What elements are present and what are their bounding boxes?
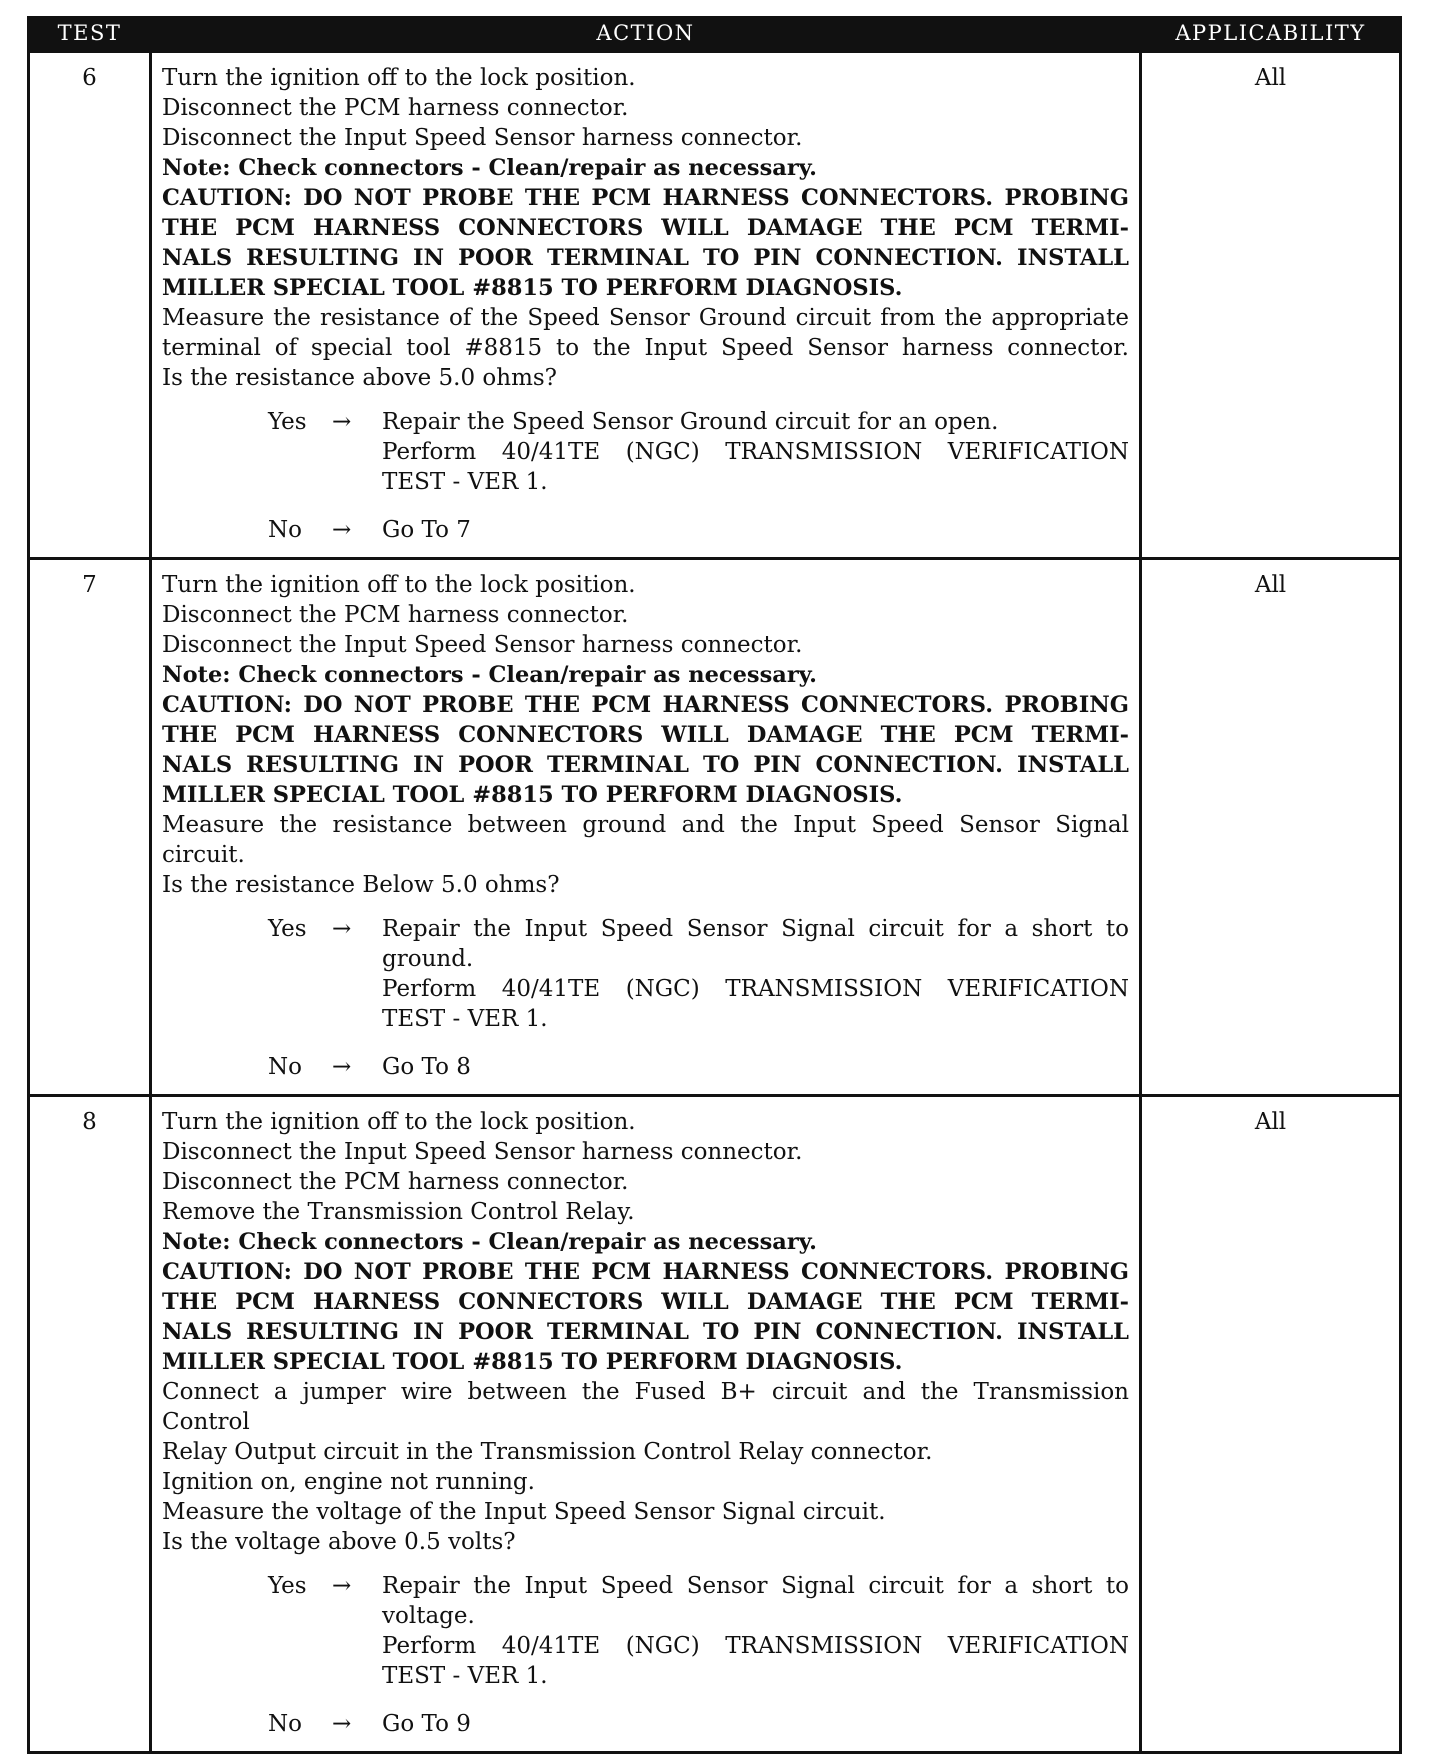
measure-step-line: Is the resistance Below 5.0 ohms? [162, 872, 560, 898]
no-branch [162, 1709, 1129, 1739]
action-step-line: Turn the ignition off to the lock position. [162, 1109, 636, 1135]
diagnostic-test-table [27, 16, 1399, 1754]
yes-result-line: ground. [382, 946, 474, 972]
yes-result [382, 1571, 1129, 1691]
caution-line: CAUTION: DO NOT PROBE THE PCM HARNESS CONNECTORS. PROBING [162, 185, 1129, 211]
yes-branch [162, 407, 1129, 497]
arrow-right-icon: → [332, 916, 352, 942]
caution-line: NALS RESULTING IN POOR TERMINAL TO PIN CONNECTION. INSTALL [162, 752, 1129, 778]
yes-result-line: Repair the Input Speed Sensor Signal circuit for a short to [382, 1573, 1129, 1599]
action-step-line: Remove the Transmission Control Relay. [162, 1199, 635, 1225]
action-cell [151, 52, 1141, 559]
action-step-line: Turn the ignition off to the lock position. [162, 572, 636, 598]
yes-result [382, 914, 1129, 1034]
note-line: Note: Check connectors - Clean/repair as necessary. [162, 1229, 817, 1255]
caution-line: THE PCM HARNESS CONNECTORS WILL DAMAGE THE PCM TERMI- [162, 215, 1129, 241]
arrow-right-icon: → [332, 1054, 352, 1080]
caution-line: THE PCM HARNESS CONNECTORS WILL DAMAGE THE PCM TERMI- [162, 722, 1129, 748]
action-step-line: Disconnect the Input Speed Sensor harness connector. [162, 632, 803, 658]
yes-result-line: Perform 40/41TE (NGC) TRANSMISSION VERIFICATION [382, 439, 1129, 465]
yes-label: Yes [268, 916, 307, 942]
test-number: 6 [29, 52, 151, 559]
arrow-right-icon: → [332, 1573, 352, 1599]
yes-result-line: Repair the Input Speed Sensor Signal circuit for a short to [382, 916, 1129, 942]
test-number: 8 [29, 1096, 151, 1753]
caution-line: MILLER SPECIAL TOOL #8815 TO PERFORM DIAGNOSIS. [162, 782, 903, 808]
header-action: ACTION [151, 16, 1141, 52]
action-step-line: Disconnect the PCM harness connector. [162, 602, 629, 628]
header-applicability: APPLICABILITY [1141, 16, 1401, 52]
no-result: Go To 7 [382, 517, 471, 543]
caution-line: MILLER SPECIAL TOOL #8815 TO PERFORM DIAGNOSIS. [162, 1349, 903, 1375]
caution-line: NALS RESULTING IN POOR TERMINAL TO PIN CONNECTION. INSTALL [162, 245, 1129, 271]
no-result: Go To 8 [382, 1054, 471, 1080]
action-step-line: Disconnect the Input Speed Sensor harness connector. [162, 125, 803, 151]
action-cell [151, 559, 1141, 1096]
arrow-right-icon: → [332, 409, 352, 435]
yes-result [382, 407, 1129, 497]
caution-line: CAUTION: DO NOT PROBE THE PCM HARNESS CONNECTORS. PROBING [162, 692, 1129, 718]
yes-branch [162, 914, 1129, 1034]
table-row [29, 559, 1401, 1096]
measure-step-line: Measure the resistance of the Speed Sensor Ground circuit from the appropriate [162, 305, 1129, 331]
no-result: Go To 9 [382, 1711, 471, 1737]
measure-step-line: Ignition on, engine not running. [162, 1469, 535, 1495]
yes-result-line: Perform 40/41TE (NGC) TRANSMISSION VERIFICATION [382, 1633, 1129, 1659]
yes-result-line: TEST - VER 1. [382, 469, 548, 495]
table-row [29, 1096, 1401, 1753]
no-label: No [268, 1711, 302, 1737]
measure-step-line: Is the resistance above 5.0 ohms? [162, 365, 558, 391]
test-number: 7 [29, 559, 151, 1096]
yes-result-line: Repair the Speed Sensor Ground circuit for an open. [382, 409, 999, 435]
measure-step-line: Connect a jumper wire between the Fused B+ circuit and the Transmission Control [162, 1379, 1129, 1435]
yes-result-line: Perform 40/41TE (NGC) TRANSMISSION VERIFICATION [382, 976, 1129, 1002]
arrow-right-icon: → [332, 517, 352, 543]
yes-label: Yes [268, 409, 307, 435]
yes-result-line: voltage. [382, 1603, 475, 1629]
no-branch [162, 1052, 1129, 1082]
header-row [29, 16, 1401, 52]
measure-step-line: terminal of special tool #8815 to the Input Speed Sensor harness connector. [162, 335, 1129, 361]
measure-step-line: Measure the voltage of the Input Speed Sensor Signal circuit. [162, 1499, 886, 1525]
yes-branch [162, 1571, 1129, 1691]
action-step-line: Disconnect the PCM harness connector. [162, 1169, 629, 1195]
applicability-value: All [1141, 52, 1401, 559]
no-label: No [268, 1054, 302, 1080]
applicability-value: All [1141, 559, 1401, 1096]
measure-step-line: Relay Output circuit in the Transmission Control Relay connector. [162, 1439, 933, 1465]
note-line: Note: Check connectors - Clean/repair as necessary. [162, 662, 817, 688]
no-label: No [268, 517, 302, 543]
measure-step-line: Is the voltage above 0.5 volts? [162, 1529, 516, 1555]
arrow-right-icon: → [332, 1711, 352, 1737]
action-step-line: Turn the ignition off to the lock position. [162, 65, 636, 91]
yes-result-line: TEST - VER 1. [382, 1663, 548, 1689]
caution-line: CAUTION: DO NOT PROBE THE PCM HARNESS CONNECTORS. PROBING [162, 1259, 1129, 1285]
note-line: Note: Check connectors - Clean/repair as necessary. [162, 155, 817, 181]
caution-line: MILLER SPECIAL TOOL #8815 TO PERFORM DIAGNOSIS. [162, 275, 903, 301]
header-test: TEST [29, 16, 151, 52]
action-step-line: Disconnect the Input Speed Sensor harness connector. [162, 1139, 803, 1165]
caution-line: THE PCM HARNESS CONNECTORS WILL DAMAGE THE PCM TERMI- [162, 1289, 1129, 1315]
test-table [27, 16, 1402, 1754]
measure-step-line: Measure the resistance between ground and the Input Speed Sensor Signal circuit. [162, 812, 1129, 868]
action-cell [151, 1096, 1141, 1753]
yes-label: Yes [268, 1573, 307, 1599]
caution-line: NALS RESULTING IN POOR TERMINAL TO PIN CONNECTION. INSTALL [162, 1319, 1129, 1345]
yes-result-line: TEST - VER 1. [382, 1006, 548, 1032]
no-branch [162, 515, 1129, 545]
table-row [29, 52, 1401, 559]
applicability-value: All [1141, 1096, 1401, 1753]
action-step-line: Disconnect the PCM harness connector. [162, 95, 629, 121]
